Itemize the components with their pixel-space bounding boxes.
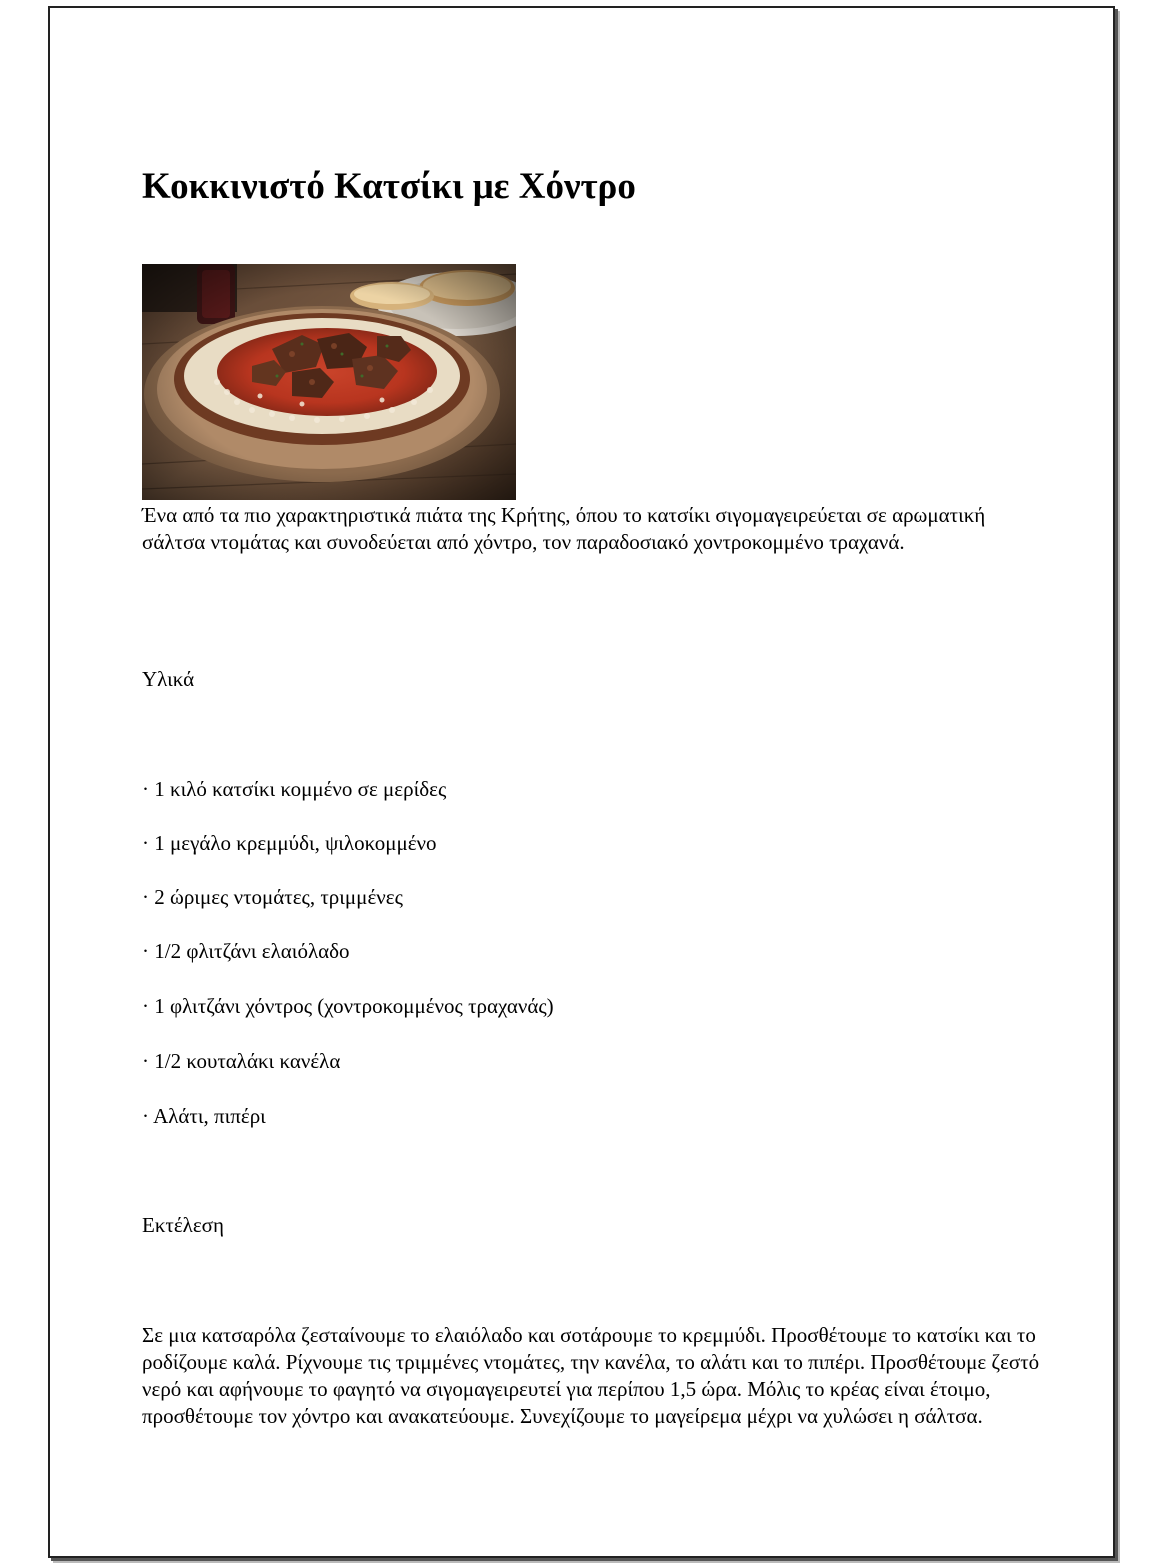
ingredient-item: · Αλάτι, πιπέρι <box>142 1104 266 1128</box>
recipe-title: Κοκκινιστό Κατσίκι με Χόντρο <box>142 166 636 207</box>
ingredient-item: · 1/2 κουταλάκι κανέλα <box>142 1049 341 1073</box>
recipe-method: Σε μια κατσαρόλα ζεσταίνουμε το ελαιόλαδο και σοτάρουμε το κρεμμύδι. Προσθέτουμε το κατσίκι και το ροδίζουμε καλά. Ρίχνουμε τις τριμμένες ντομάτες, την κανέλα, το αλάτι και το πιπέρι. Προσθέτουμε ζεστό νερό και αφήνουμε το φαγητό να σιγομαγειρευτεί για περίπου 1,5 ώρα. Μόλις το κρέας είναι έτοιμο, προσθέτουμε τον χόντρο και ανακατεύουμε. Συνεχίζουμε το μαγείρεμα μέχρι να χυλώσει η σάλτσα. <box>142 1323 1040 1428</box>
ingredient-item: · 1 κιλό κατσίκι κομμένο σε μερίδες <box>142 777 447 801</box>
method-heading: Εκτέλεση <box>142 1213 224 1237</box>
dish-photo <box>142 264 516 500</box>
ingredient-item: · 1 μεγάλο κρεμμύδι, ψιλοκομμένο <box>142 831 437 855</box>
ingredients-heading: Υλικά <box>142 667 195 691</box>
ingredient-item: · 1/2 φλιτζάνι ελαιόλαδο <box>142 939 350 963</box>
recipe-intro: Ένα από τα πιο χαρακτηριστικά πιάτα της Κρήτης, όπου το κατσίκι σιγομαγειρεύεται σε αρωματική σάλτσα ντομάτας και συνοδεύεται από χόντρο, τον παραδοσιακό χοντροκομμένο τραχανά. <box>142 503 986 554</box>
ingredient-item: · 2 ώριμες ντομάτες, τριμμένες <box>142 885 403 909</box>
ingredient-item: · 1 φλιτζάνι χόντρος (χοντροκομμένος τραχανάς) <box>142 994 554 1018</box>
